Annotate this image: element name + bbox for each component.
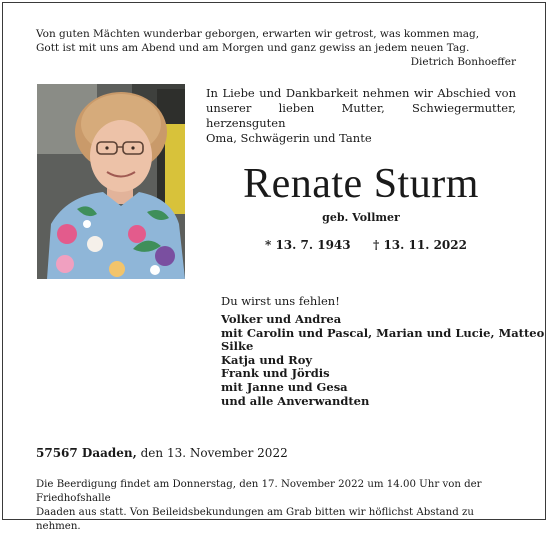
portrait-photo <box>37 84 185 279</box>
funeral-line-1: Die Beerdigung findet am Donnerstag, den 17. November 2022 um 14.00 Uhr von der Friedhofshalle <box>36 479 482 504</box>
mourner-line: Silke <box>221 339 254 354</box>
mourner-line: Frank und Jördis <box>221 366 330 381</box>
intro-line-2: unserer lieben Mutter, Schwiegermutter, herzensguten <box>206 101 516 130</box>
intro-line-1: In Liebe und Dankbarkeit nehmen wir Abschied von <box>206 86 516 100</box>
portrait-illustration <box>37 84 185 279</box>
place: 57567 Daaden, <box>36 446 137 460</box>
mourner-line: mit Carolin und Pascal, Marian und Lucie, Matteo <box>221 325 545 340</box>
mourner-line: mit Janne und Gesa <box>221 379 348 394</box>
mourner-line: Volker und Andrea <box>221 312 342 326</box>
bonhoeffer-quote <box>36 27 516 69</box>
quote-line-2: Gott ist mit uns am Abend und am Morgen und ganz gewiss an jedem neuen Tag. <box>36 42 470 54</box>
birth-date: * 13. 7. 1943 <box>265 238 351 252</box>
deceased-name: Renate Sturm <box>243 161 479 207</box>
mourners-list <box>221 312 545 408</box>
funeral-info <box>36 478 516 534</box>
quote-line-1: Von guten Mächten wunderbar geborgen, erwarten wir getrost, was kommen mag, <box>36 28 480 40</box>
maiden-name: geb. Vollmer <box>322 211 400 224</box>
quote-author: Dietrich Bonhoeffer <box>410 56 516 68</box>
intro-text <box>206 86 516 146</box>
mourner-line: und alle Anverwandten <box>221 393 370 408</box>
date: den 13. November 2022 <box>136 446 288 460</box>
place-date <box>36 446 288 460</box>
mourner-line: Katja und Roy <box>221 352 313 367</box>
funeral-line-2: Daaden aus statt. Von Beileidsbekundungen am Grab bitten wir höflichst Abstand zu nehmen. <box>36 507 474 532</box>
death-date: † 13. 11. 2022 <box>373 238 467 252</box>
farewell-line: Du wirst uns fehlen! <box>221 294 340 308</box>
intro-line-3: Oma, Schwägerin und Tante <box>206 131 372 145</box>
